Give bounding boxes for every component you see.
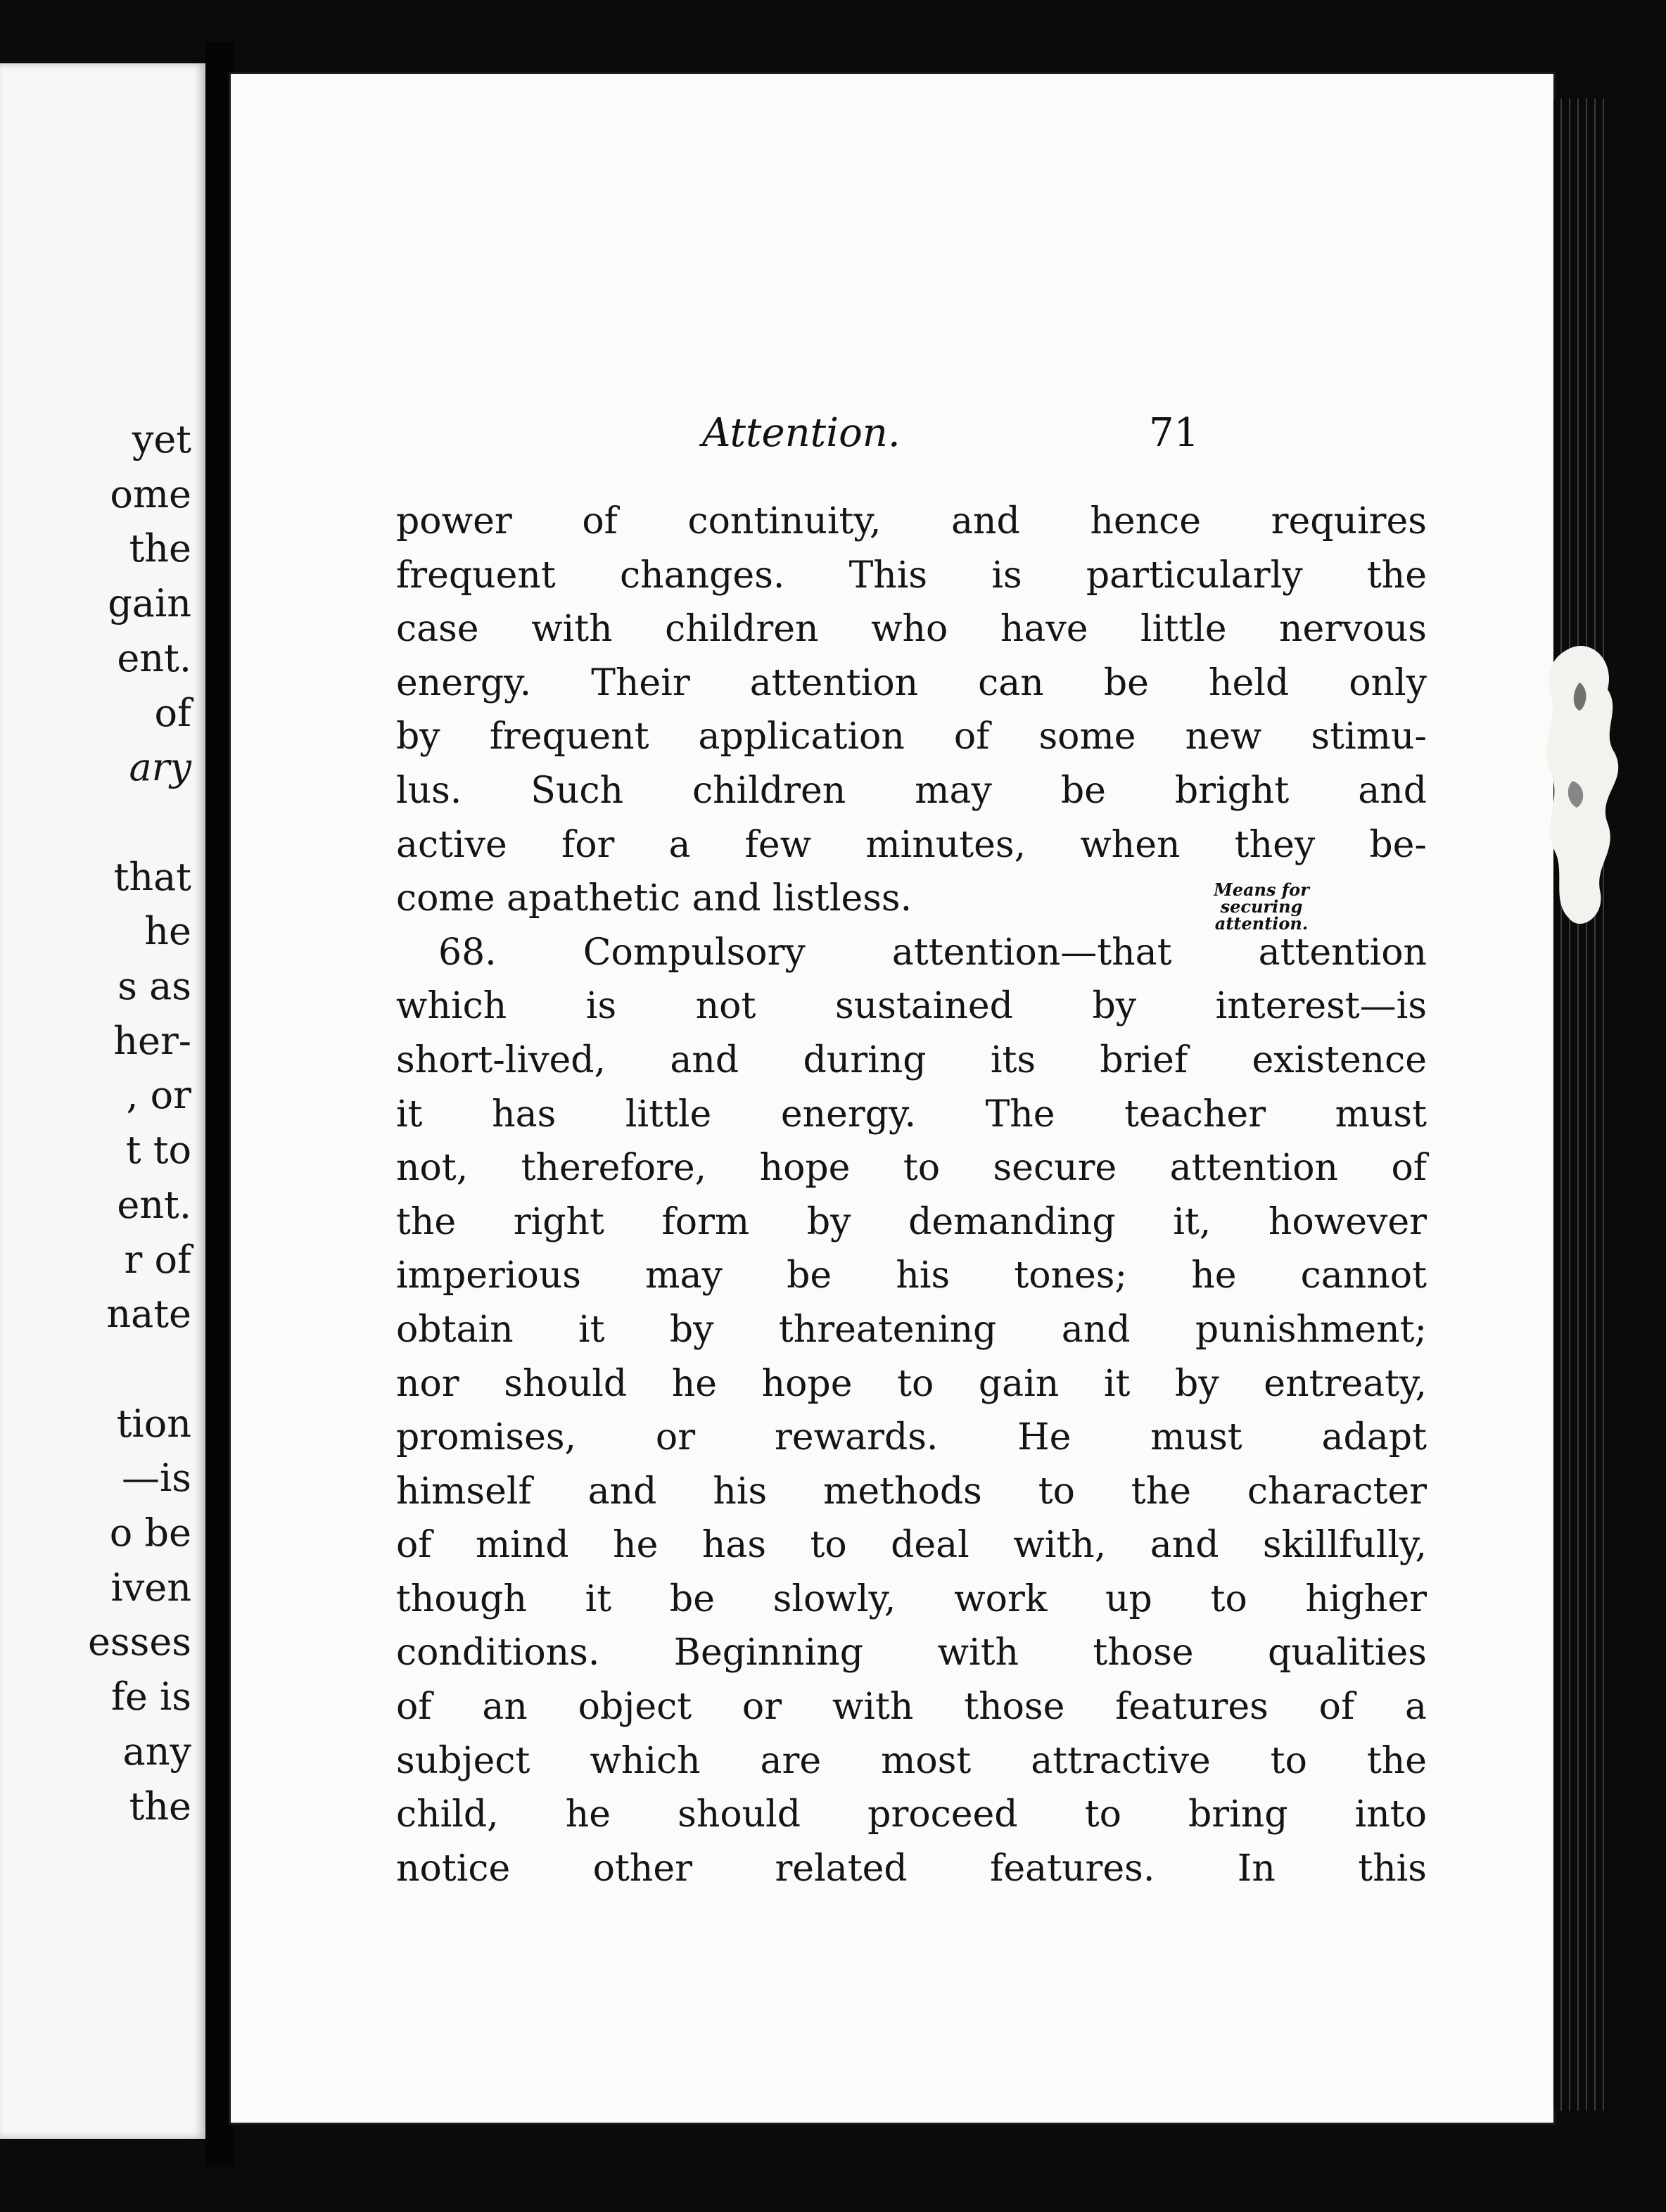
text-line: by frequent application of some new stimu-	[396, 716, 1427, 758]
left-page-text-fragment: , or	[126, 1073, 191, 1118]
text-line: obtain it by threatening and punishment;	[396, 1308, 1427, 1351]
text-line: frequent changes. This is particularly the	[396, 554, 1427, 597]
margin-note-line: attention.	[1214, 913, 1309, 934]
left-page-text-fragment: —is	[122, 1456, 191, 1501]
left-page-text-fragment: s as	[117, 964, 191, 1008]
left-page-text-fragment: ary	[129, 745, 191, 790]
text-line: nor should he hope to gain it by entreaty,	[396, 1362, 1427, 1405]
left-page-text-fragment: r of	[124, 1237, 191, 1282]
text-line: the right form by demanding it, however	[396, 1200, 1427, 1243]
margin-note-line: Means for	[1214, 879, 1309, 900]
left-page-text-fragment: her-	[113, 1018, 191, 1063]
left-page-text-fragment: the	[129, 1784, 191, 1829]
torn-paper-fragment	[1530, 640, 1629, 936]
left-page-text-fragment: ome	[110, 471, 191, 516]
text-line: lus. Such children may be bright and	[396, 769, 1427, 812]
body-text	[396, 495, 1427, 1895]
text-line: of mind he has to deal with, and skillfully,	[396, 1524, 1427, 1567]
running-head: Attention.	[702, 410, 901, 456]
left-page-text-fragment: esses	[87, 1620, 191, 1665]
page-number: 71	[1149, 410, 1200, 456]
text-line: energy. Their attention can be held only	[396, 661, 1427, 704]
left-page-text-fragment: yet	[132, 417, 191, 462]
text-line: imperious may be his tones; he cannot	[396, 1254, 1427, 1297]
book-page	[231, 74, 1553, 2123]
left-facing-page	[0, 63, 205, 2139]
text-line: himself and his methods to the character	[396, 1470, 1427, 1513]
left-page-text-fragment: iven	[110, 1565, 191, 1610]
text-line: case with children who have little nervous	[396, 608, 1427, 651]
text-line: conditions. Beginning with those qualities	[396, 1632, 1427, 1674]
left-page-text-fragment: the	[129, 526, 191, 571]
left-page-text-fragment: ent.	[117, 635, 191, 680]
left-page-text-fragment: ent.	[117, 1182, 191, 1227]
text-line: notice other related features. In this	[396, 1847, 1427, 1890]
margin-note-line: securing	[1220, 896, 1303, 917]
page-header	[231, 410, 1553, 466]
left-page-text-fragment: t to	[125, 1128, 191, 1173]
book-gutter	[205, 42, 234, 2167]
text-line: which is not sustained by interest—is	[396, 985, 1427, 1028]
left-page-text-fragment: fe is	[110, 1674, 191, 1720]
text-line: come apathetic and listless.	[396, 877, 913, 920]
page-block-edge	[1553, 98, 1610, 2111]
text-line: subject which are most attractive to the	[396, 1739, 1427, 1782]
text-line: it has little energy. The teacher must	[396, 1093, 1427, 1136]
left-page-text-fragment: gain	[108, 581, 191, 626]
text-line: though it be slowly, work up to higher	[396, 1577, 1427, 1620]
margin-note	[1191, 879, 1332, 934]
left-page-text-fragment: of	[154, 690, 191, 735]
text-line: power of continuity, and hence requires	[396, 500, 1427, 542]
text-line: child, he should proceed to bring into	[396, 1793, 1427, 1836]
left-page-text-fragment: tion	[116, 1401, 191, 1446]
left-page-text-fragment: that	[113, 854, 191, 899]
text-line: of an object or with those features of a	[396, 1686, 1427, 1729]
text-line: promises, or rewards. He must adapt	[396, 1416, 1427, 1459]
left-page-text-fragment: o be	[109, 1511, 191, 1555]
text-line: short-lived, and during its brief existence	[396, 1038, 1427, 1081]
left-page-text-fragment: nate	[106, 1292, 191, 1337]
left-page-text-fragment: he	[144, 909, 191, 954]
text-line: active for a few minutes, when they be-	[396, 823, 1427, 866]
left-page-text-fragment: any	[122, 1729, 191, 1774]
text-line: not, therefore, hope to secure attention of	[396, 1147, 1427, 1190]
paragraph-start-line: 68. Compulsory attention—that attention	[438, 931, 1427, 974]
